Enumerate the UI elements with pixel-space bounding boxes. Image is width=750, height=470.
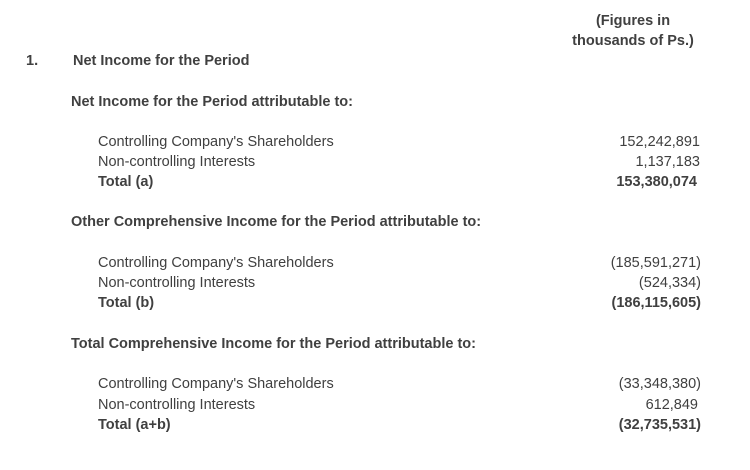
- row-label-noncontrolling-oci: Non-controlling Interests: [98, 275, 256, 291]
- row-value-noncontrolling-net-income: 1,137,183: [635, 154, 700, 170]
- row-value-total-a-plus-b: (32,735,531): [618, 417, 701, 433]
- figures-unit-note: [560, 11, 706, 51]
- section-title: Net Income for the Period: [73, 53, 250, 69]
- row-value-controlling-oci: (185,591,271): [610, 255, 701, 271]
- row-label-noncontrolling-net-income: Non-controlling Interests: [98, 154, 256, 170]
- group-heading-net-income: Net Income for the Period attributable to:: [71, 94, 353, 110]
- row-value-noncontrolling-tci: 612,849: [645, 397, 698, 413]
- row-label-controlling-tci: Controlling Company's Shareholders: [98, 376, 334, 392]
- row-value-total-a: 153,380,074: [616, 174, 697, 190]
- row-label-total-a-plus-b: Total (a+b): [98, 417, 171, 433]
- row-label-total-a: Total (a): [98, 174, 154, 190]
- row-value-controlling-tci: (33,348,380): [618, 376, 701, 392]
- group-heading-total-comprehensive: Total Comprehensive Income for the Period attributable to:: [71, 336, 476, 352]
- row-label-total-b: Total (b): [98, 295, 155, 311]
- row-label-controlling-oci: Controlling Company's Shareholders: [98, 255, 334, 271]
- row-label-controlling-net-income: Controlling Company's Shareholders: [98, 134, 334, 150]
- figures-unit-line1: (Figures in: [595, 13, 671, 29]
- row-value-controlling-net-income: 152,242,891: [619, 134, 700, 150]
- row-label-noncontrolling-tci: Non-controlling Interests: [98, 397, 256, 413]
- section-number: 1.: [26, 53, 39, 69]
- row-value-total-b: (186,115,605): [611, 295, 701, 311]
- figures-unit-line2: thousands of Ps.): [572, 33, 694, 49]
- row-value-noncontrolling-oci: (524,334): [638, 275, 701, 291]
- group-heading-other-comprehensive: Other Comprehensive Income for the Period attributable to:: [71, 214, 482, 230]
